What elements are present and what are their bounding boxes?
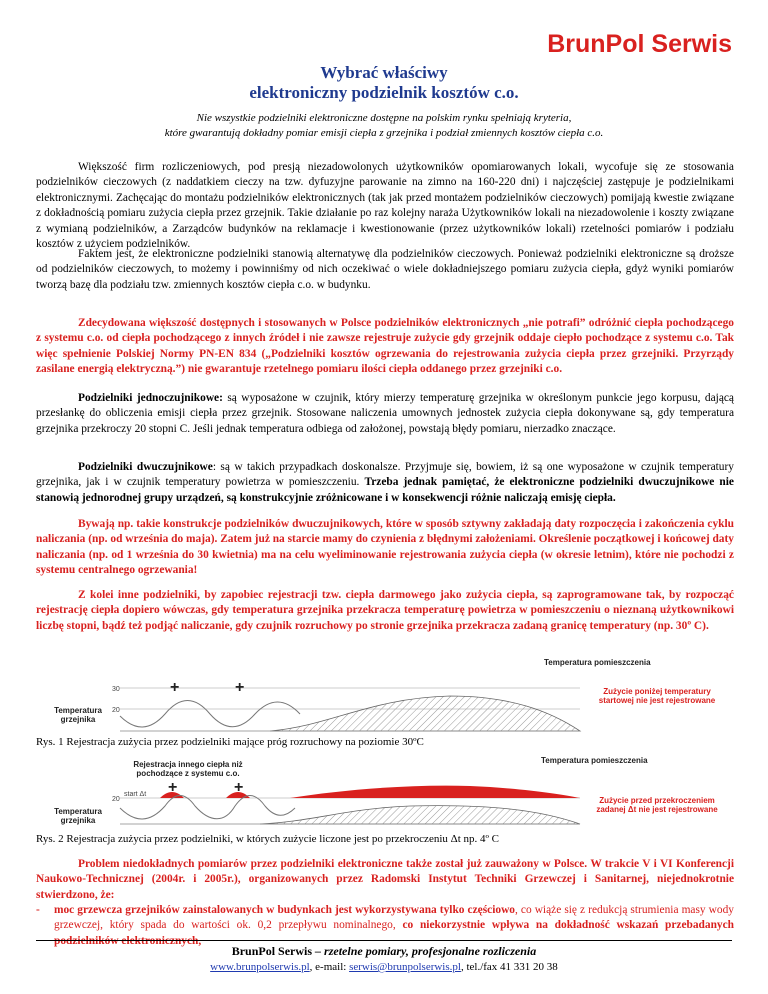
figure2-other-heat-label: Rejestracja innego ciepła niż pochodzące z systemu c.o.: [133, 760, 243, 778]
finding-bold-1: moc grzewcza grzejników zainstalowanych w budynkach jest wykorzystywana tylko częściowo: [54, 904, 515, 916]
figure1-caption: Rys. 1 Rejestracja zużycia przez podzielniki mające próg rozruchowy na poziomie 30ºC: [36, 736, 424, 748]
figure1-plus-1: +: [170, 679, 180, 696]
figure2-graph: [110, 778, 600, 828]
finding-normal: , co wiąże się z redukcją strumienia masy wody grzewczej, który spada do wartości ok. 0,2 przepływu nominalnego,: [54, 904, 734, 932]
figure2-registered-area: [290, 786, 580, 798]
figure1-consumption-area: [270, 696, 580, 731]
footer-tagline: [0, 944, 768, 959]
single-sensor-heading: Podzielniki jednoczujnikowe:: [78, 392, 223, 404]
page-title: [0, 63, 768, 103]
footer-email-prefix: , e-mail:: [309, 961, 350, 973]
paragraph-single-sensor: [36, 391, 734, 437]
figure1-plus-2: +: [235, 679, 245, 696]
single-sensor-text: są wyposażone w czujnik, który mierzy temperaturę grzejnika w określonym punkcie jego korpusu, dającą przesłankę do obliczenia emisji ciepła przez grzejnik. Stosowane naliczenia umownych jednostek zużycia ciepła dokonywane są, gdy temperatura grzejnika przekroczy 20 stopni C. Jeśli jednak temperatura odbiega od założonej, powstają błędy pomiaru, nierzadko znaczące.: [36, 392, 734, 435]
figure1-note-label: Zużycie poniżej temperatury startowej nie jest rejestrowane: [598, 687, 716, 705]
figure2-plus-2: +: [234, 779, 244, 796]
title-line-1: Wybrać właściwy: [320, 63, 448, 82]
figure1-radiator-label: Temperatura grzejnika: [54, 706, 102, 724]
dual-sensor-text: : są w takich przypadkach doskonalsze. Przyjmuje się, bowiem, iż są one wyposażone w czujnik temperatury grzejnika, jak i w czujnik temperatury powietrza w pomieszczeniu.: [36, 461, 734, 489]
figure2-start-label: start Δt: [124, 791, 147, 798]
paragraph-fixed-dates: Bywają np. takie konstrukcje podzielników dwuczujnikowych, które w sposób sztywny zakładają daty rozpoczęcia i zakończenia cyklu naliczania (np. od września do maja). Zatem już na starcie mamy do czynienia z błędnymi założeniami. Określenie początkowej i końcowej daty naliczania (np. od 1 września do 30 kwietnia) ma na celu wyeliminowanie rejestrowania zużycia ciepła (w okresie letnim), które nie pochodzi z systemu centralnego ogrzewania!: [36, 518, 734, 577]
page-subtitle: [0, 111, 768, 141]
brand-logo: BrunPol Serwis: [547, 30, 732, 58]
figure2-note-label: Zużycie przed przekroczeniem zadanej Δt nie jest rejestrowane: [596, 796, 718, 814]
paragraph-threshold: Z kolei inne podzielniki, by zapobiec rejestracji tzw. ciepła darmowego jako zużycia ciepła, są zaprogramowane tak, by rozpocząć rejestrację ciepła dopiero wówczas, gdy temperatura grzejnika przekracza temperaturę powietrza w pomieszczeniu o nieznaną użytkownikowi liczbę stopni, bądź też podjąć naliczanie, gdy czujnik rozruchowy po stronie grzejnika przekracza zadaną granicę temperatury (np. 30º C).: [36, 589, 734, 632]
finding-bold-2: co niekorzystnie wpływa na dokładność wskazań przebadanych podzielników elektronicznych,: [54, 919, 734, 947]
figure2-plus-1: +: [168, 779, 178, 796]
paragraph-dual-sensor: [36, 460, 734, 506]
finding-text: [36, 903, 734, 949]
paragraph-intro: Większość firm rozliczeniowych, pod presją niezadowolonych użytkowników opomiarowanych lokali, wycofuje się ze stosowania podzielników cieczowych (z naddatkiem cieczy na tzw. dyfuzyjne parowanie na zimno na 160-220 dni) i najczęściej zastępuje je podzielnikami elektronicznymi. Zachęcając do montażu podzielników elektronicznych (tak jak przed montażem podzielników cieczowych) pomijają kwestie związane z dokładnością pomiaru zużycia ciepła przez grzejnik. Takie działanie po raz kolejny naraża Użytkowników lokali na niezadowolenie i koszty związane z wymianą podzielników, a Zarządców budynków na reklamacje i kwestionowanie (przez użytkowników lokali) rzetelności pomiarów i podziału kosztów z użyciem podzielników.: [36, 161, 734, 251]
figure2-radiator-wave: [120, 796, 295, 820]
footer-contact: [0, 961, 768, 973]
subtitle-line-1: Nie wszystkie podzielniki elektroniczne dostępne na polskim rynku spełniają kryteria,: [196, 112, 572, 124]
paragraph-fact: Faktem jest, że elektroniczne podzielniki stanowią alternatywę dla podzielników cieczowych. Ponieważ podzielniki elektroniczne są droższe od podzielników cieczowych, to możemy i powinniśmy od nich oczekiwać o wiele dokładniejszego pomiaru zużycia ciepła, gdyż wyniki pomiarów tworzą bazę dla podziału tzw. zmiennych kosztów ciepła c.o. w budynku.: [36, 248, 734, 291]
figure2-room-label: Temperatura pomieszczenia: [541, 756, 648, 765]
conference-text: Problem niedokładnych pomiarów przez podzielniki elektroniczne także został już zauważony w Polsce. W trakcie V i VI Konferencji Naukowo-Technicznej (2004r. i 2005r.), organizowanych przez Radomski Instytut Techniki Grzewczej i Sanitarnej, niejednokrotnie stwierdzono, że:: [36, 858, 734, 901]
footer-tagline-text: – rzetelne pomiary, profesjonalne rozliczenia: [312, 944, 537, 958]
bullet-dash: -: [36, 904, 40, 916]
figure1-tick-30: 30: [112, 686, 120, 693]
title-line-2: elektroniczny podzielnik kosztów c.o.: [249, 83, 519, 102]
figure1-graph: [110, 676, 600, 736]
figure1-room-label: Temperatura pomieszczenia: [544, 658, 651, 667]
figure2-tick-20: 20: [112, 796, 120, 803]
footer-brand: BrunPol Serwis: [231, 944, 313, 958]
figure2-consumption-area: [260, 806, 580, 824]
paragraph-warning: Zdecydowana większość dostępnych i stosowanych w Polsce podzielników elektronicznych „nie potrafi” odróżnić ciepła pochodzącego z systemu c.o. od ciepła pochodzącego z innych źródeł i nie zawsze rejestruje zużycie gdy grzejnik oddaje ciepło pochodzące z systemu c.o. Tak więc spełnienie Polskiej Normy PN-EN 834 („Podzielniki kosztów ogrzewania do rejestrowania zużycia ciepła przez grzejniki. Przyrządy zasilane energią elektryczną.”) nie gwarantuje rzetelnego pomiaru ilości ciepła oddanego przez grzejniki c.o.: [36, 317, 734, 376]
figure2-radiator-label: Temperatura grzejnika: [54, 807, 102, 825]
figure2-caption: Rys. 2 Rejestracja zużycia przez podzielniki, w których zużycie liczone jest po przekroczeniu Δt np. 4º C: [36, 833, 500, 845]
conference-finding-item: [36, 903, 734, 949]
paragraph-conference: [36, 857, 734, 903]
footer-website-link[interactable]: www.brunpolserwis.pl: [210, 961, 310, 973]
dual-sensor-emphasis: Trzeba jednak pamiętać, że elektroniczne podzielniki dwuczujnikowe nie stanowią jednorodnej grupy urządzeń, są konstrukcyjnie zróżnicowane i w konsekwencji różnie naliczają emisję ciepła.: [36, 476, 734, 504]
subtitle-line-2: które gwarantują dokładny pomiar emisji ciepła z grzejnika i podział zmiennych kosztów ciepła c.o.: [164, 127, 604, 139]
figure1-tick-20: 20: [112, 707, 120, 714]
footer-phone: , tel./fax 41 331 20 38: [460, 961, 558, 973]
footer-divider: [36, 940, 732, 941]
footer-email-link[interactable]: serwis@brunpolserwis.pl: [349, 961, 461, 973]
figure1-radiator-wave: [120, 701, 300, 728]
dual-sensor-heading: Podzielniki dwuczujnikowe: [78, 461, 213, 473]
